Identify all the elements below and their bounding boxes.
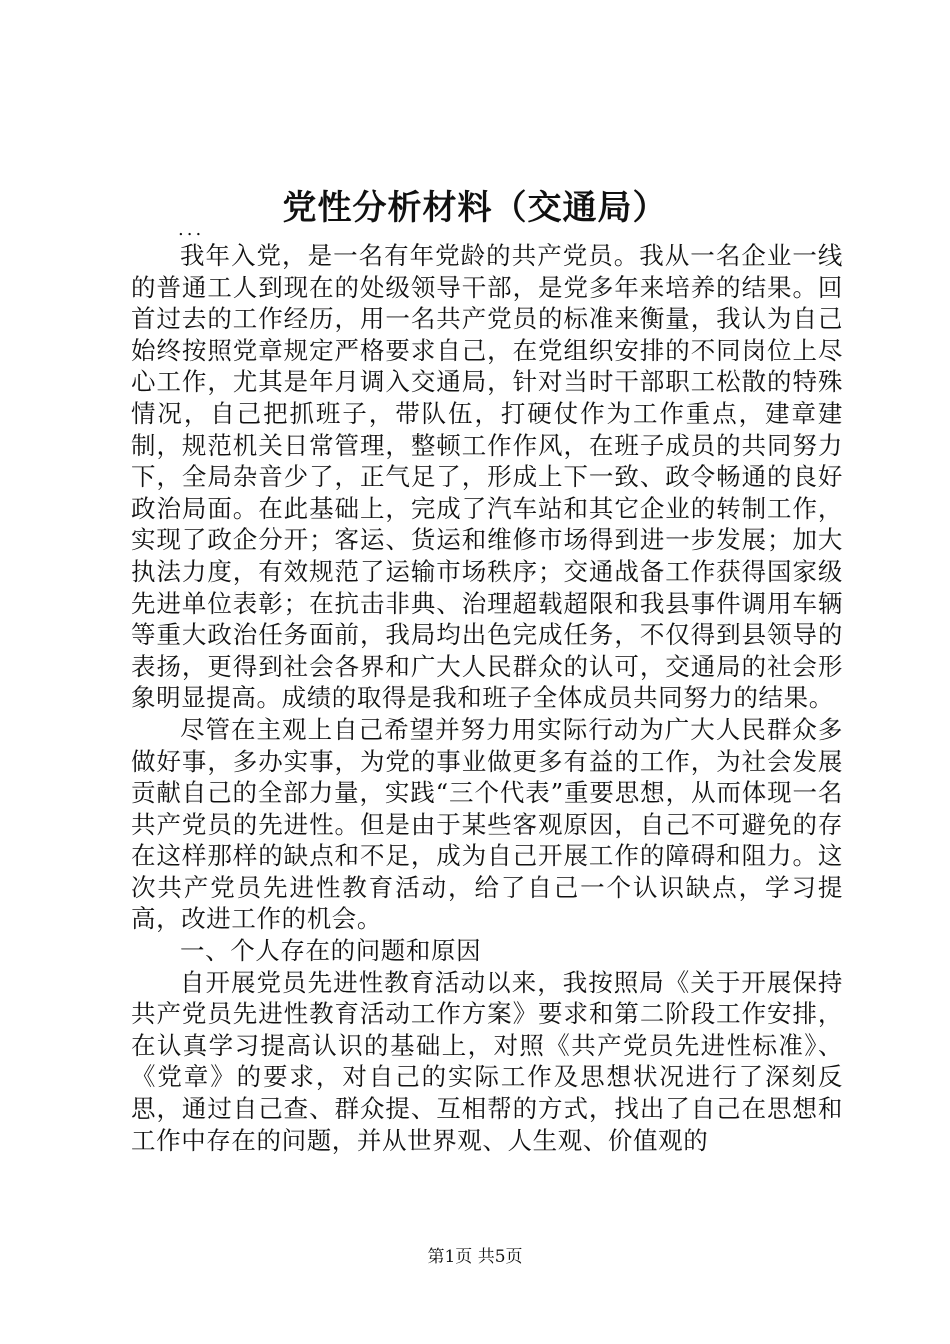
page-number-footer: 第1页 共5页 [427,1247,523,1267]
paragraph-3: 自开展党员先进性教育活动以来，我按照局《关于开展保持共产党员先进性教育活动工作方案》要求和第二阶段工作安排，在认真学习提高认识的基础上，对照《共产党员先进性标准》、《党章》的要求，对自己的实际工作及思想状况进行了深刻反思，通过自己查、群众提、互相帮的方式，找出了自己在思想和工作中存在的问题，并从世界观、人生观、价值观的 [131,967,843,1155]
paragraph-2: 尽管在主观上自己希望并努力用实际行动为广大人民群众多做好事，多办实事，为党的事业做更多有益的工作，为社会发展贡献自己的全部力量，实践“三个代表”重要思想，从而体现一名共产党员的先进性。但是由于某些客观原因，自己不可避免的存在这样那样的缺点和不足，成为自己开展工作的障碍和阻力。这次共产党员先进性教育活动，给了自己一个认识缺点，学习提高，改进工作的机会。 [131,714,843,934]
section-heading: 一、个人存在的问题和原因 [180,936,482,966]
paragraph-1: 我年入党，是一名有年党龄的共产党员。我从一名企业一线的普通工人到现在的处级领导干部，是党多年来培养的结果。回首过去的工作经历，用一名共产党员的标准来衡量，我认为自己始终按照党章规定严格要求自己，在党组织安排的不同岗位上尽心工作，尤其是年月调入交通局，针对当时干部职工松散的特殊情况，自己把抓班子，带队伍，打硬仗作为工作重点，建章建制，规范机关日常管理，整顿工作作风，在班子成员的共同努力下，全局杂音少了，正气足了，形成上下一致、政令畅通的良好政治局面。在此基础上，完成了汽车站和其它企业的转制工作，实现了政企分开；客运、货运和维修市场得到进一步发展；加大执法力度，有效规范了运输市场秩序；交通战备工作获得国家级先进单位表彰；在抗击非典、治理超载超限和我县事件调用车辆等重大政治任务面前，我局均出色完成任务，不仅得到县领导的表扬，更得到社会各界和广大人民群众的认可，交通局的社会形象明显提高。成绩的取得是我和班子全体成员共同努力的结果。 [131,241,843,713]
document-title: 党性分析材料（交通局） [282,188,668,228]
document-body [131,240,843,1156]
ellipsis-mark: ... [178,219,205,240]
